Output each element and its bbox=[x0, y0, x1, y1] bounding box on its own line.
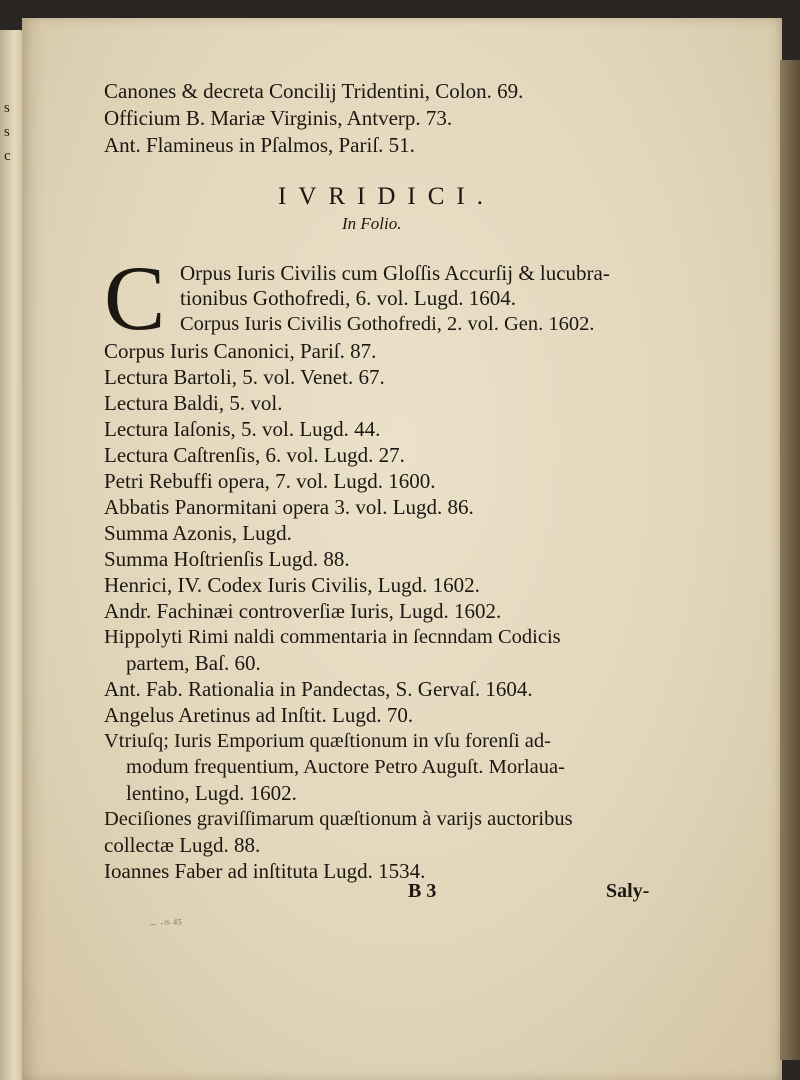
catalog-line: tionibus Gothofredi, 6. vol. Lugd. 1604. bbox=[180, 286, 516, 310]
catalog-line: collectæ Lugd. 88. bbox=[104, 833, 261, 857]
catalog-line: Vtriuſq; Iuris Emporium quæſtionum in vſu forenſi ad- bbox=[104, 730, 551, 752]
catalog-line: Petri Rebuffi opera, 7. vol. Lugd. 1600. bbox=[104, 469, 436, 493]
catalog-line: Hippolyti Rimi naldi commentaria in ſecnndam Codicis bbox=[104, 626, 561, 648]
left-page-edge bbox=[0, 30, 24, 1080]
catalog-line: Ioannes Faber ad inſtituta Lugd. 1534. bbox=[104, 859, 426, 883]
catalog-line: Corpus Iuris Civilis Gothofredi, 2. vol. Gen. 1602. bbox=[180, 313, 595, 335]
page-stack-edge bbox=[780, 60, 800, 1060]
catalog-line: partem, Baſ. 60. bbox=[126, 651, 261, 675]
left-edge-char: s bbox=[4, 124, 10, 140]
catalog-line: Lectura Baldi, 5. vol. bbox=[104, 391, 283, 415]
catalog-line: Summa Azonis, Lugd. bbox=[104, 521, 292, 545]
signature-mark: B 3 bbox=[408, 880, 437, 902]
catalog-line: Abbatis Panormitani opera 3. vol. Lugd. 86. bbox=[104, 495, 474, 519]
catalog-line: Corpus Iuris Canonici, Pariſ. 87. bbox=[104, 339, 377, 363]
catalog-line: lentino, Lugd. 1602. bbox=[126, 781, 297, 805]
catalog-line: Ant. Fab. Rationalia in Pandectas, S. Gervaſ. 1604. bbox=[104, 677, 533, 701]
ink-smudge: – ·ʳˢ ⁴⁵ bbox=[150, 916, 182, 931]
catalog-line: Deciſiones graviſſimarum quæſtionum à varijs auctoribus bbox=[104, 808, 573, 830]
catalog-line: Andr. Fachinæi controverſiæ Iuris, Lugd. 1602. bbox=[104, 599, 502, 623]
catchword: Saly- bbox=[606, 880, 650, 902]
catalog-line: Orpus Iuris Civilis cum Gloſſis Accurſij & lucubra- bbox=[180, 261, 610, 285]
catalog-line: Lectura Iaſonis, 5. vol. Lugd. 44. bbox=[104, 417, 381, 441]
drop-cap: C bbox=[104, 247, 166, 349]
catalog-line: Angelus Aretinus ad Inſtit. Lugd. 70. bbox=[104, 703, 414, 727]
catalog-line: Summa Hoſtrienſis Lugd. 88. bbox=[104, 547, 350, 571]
catalog-line: Canones & decreta Concilij Tridentini, Colon. 69. bbox=[104, 79, 524, 103]
section-subheading: In Folio. bbox=[342, 214, 402, 233]
catalog-line: Lectura Bartoli, 5. vol. Venet. 67. bbox=[104, 365, 385, 389]
section-heading: IVRIDICI. bbox=[278, 183, 496, 210]
left-edge-char: c bbox=[4, 148, 11, 164]
catalog-line: Ant. Flamineus in Pſalmos, Pariſ. 51. bbox=[104, 133, 415, 157]
catalog-line: Lectura Caſtrenſis, 6. vol. Lugd. 27. bbox=[104, 443, 405, 467]
catalog-line: Officium B. Mariæ Virginis, Antverp. 73. bbox=[104, 106, 453, 130]
catalog-line: modum frequentium, Auctore Petro Auguſt. Morlaua- bbox=[126, 756, 565, 778]
catalog-line: Henrici, IV. Codex Iuris Civilis, Lugd. 1602. bbox=[104, 573, 480, 597]
left-edge-char: s bbox=[4, 100, 10, 116]
